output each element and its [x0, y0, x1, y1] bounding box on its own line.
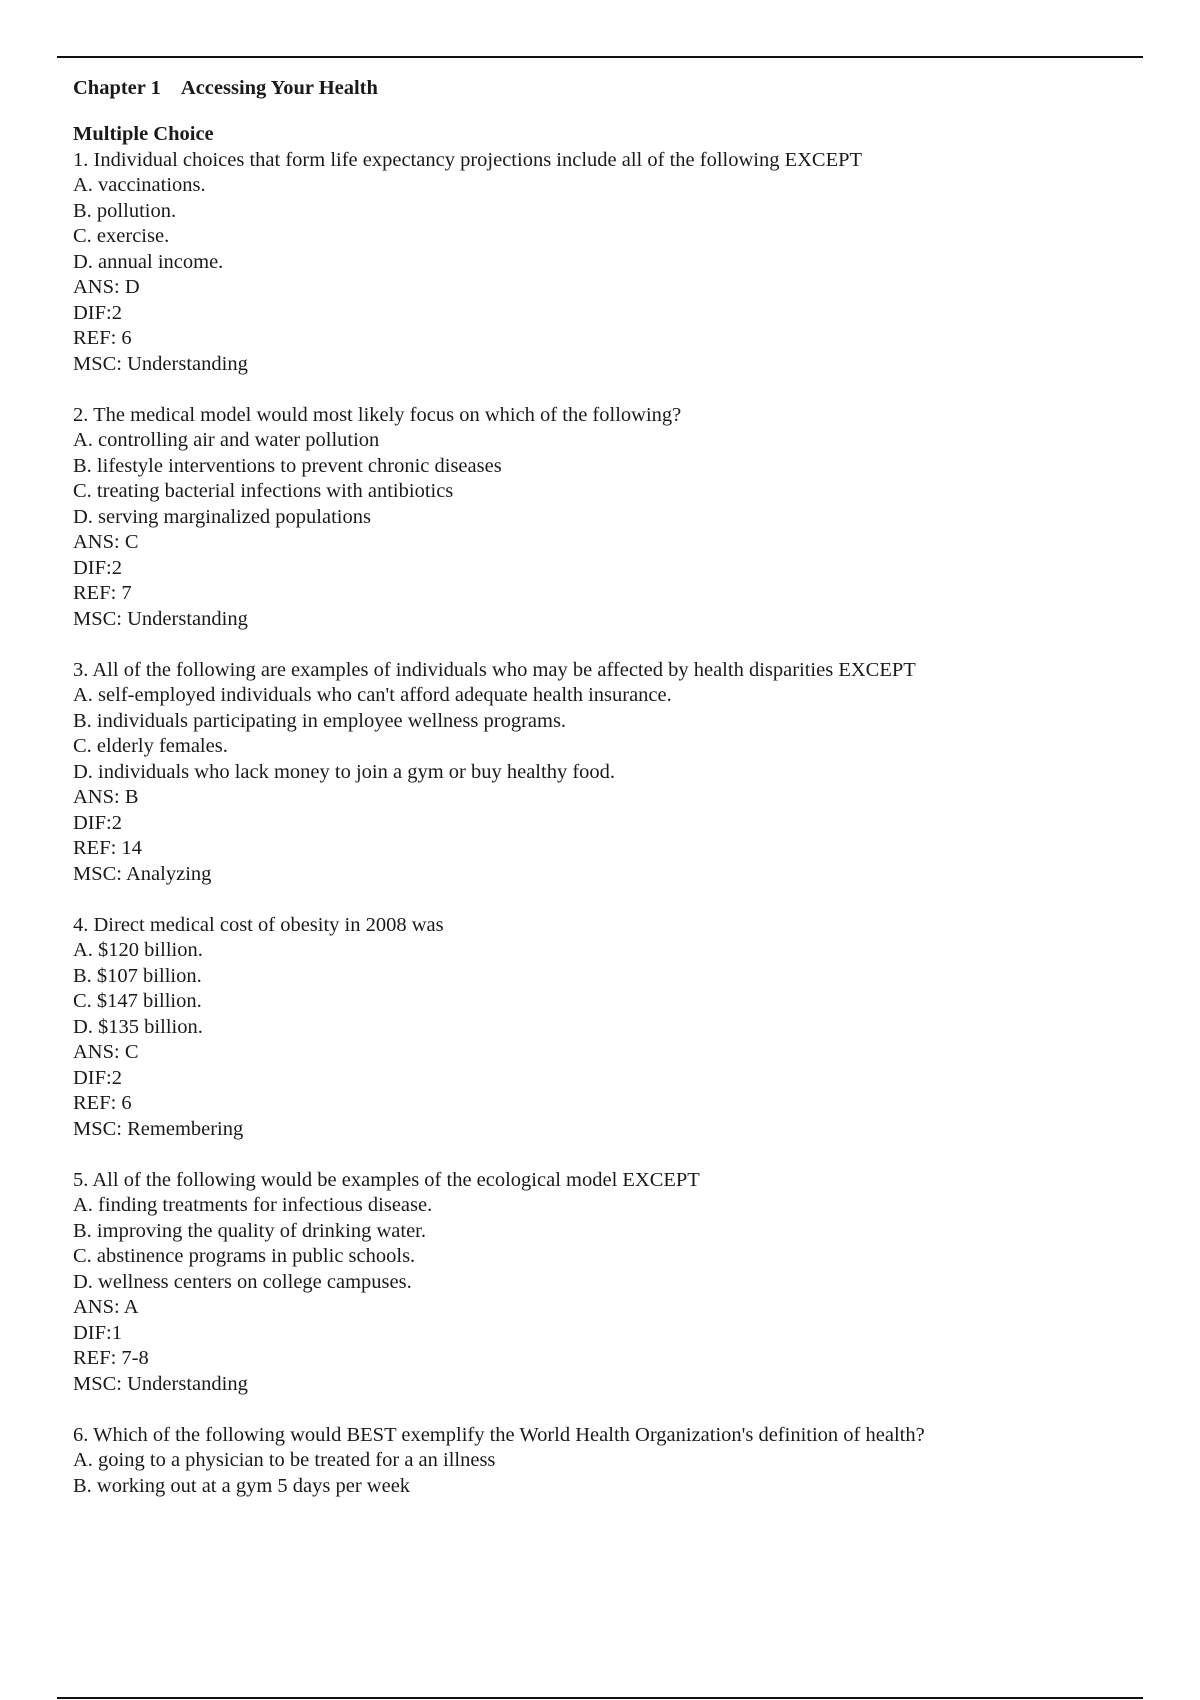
option-b: B. $107 billion.: [73, 964, 202, 987]
question-stem: 6. Which of the following would BEST exemplify the World Health Organization's definition of health?: [73, 1423, 925, 1446]
answer: ANS: C: [73, 531, 139, 553]
option-b: B. working out at a gym 5 days per week: [73, 1474, 411, 1497]
option-b: B. individuals participating in employee wellness programs.: [73, 709, 567, 732]
option-d: D. $135 billion.: [73, 1015, 203, 1038]
option-d: D. wellness centers on college campuses.: [73, 1270, 412, 1293]
question-1: [73, 148, 1133, 378]
difficulty: DIF:2: [73, 556, 122, 579]
option-a: A. going to a physician to be treated for a an illness: [73, 1449, 496, 1471]
chapter-label: Chapter 1: [73, 77, 161, 99]
chapter-title: Accessing Your Health: [180, 77, 378, 99]
bottom-rule: [57, 1697, 1143, 1699]
misc-category: MSC: Analyzing: [73, 862, 212, 885]
difficulty: DIF:2: [73, 1066, 122, 1089]
chapter-heading: [73, 74, 1133, 102]
question-5: [73, 1168, 1133, 1398]
question-stem: 5. All of the following would be examples of the ecological model EXCEPT: [73, 1168, 700, 1191]
question-6: [73, 1423, 1133, 1500]
option-c: C. treating bacterial infections with antibiotics: [73, 480, 454, 502]
reference: REF: 14: [73, 837, 142, 859]
answer: ANS: A: [73, 1296, 139, 1318]
option-a: A. self-employed individuals who can't afford adequate health insurance.: [73, 684, 672, 706]
option-a: A. controlling air and water pollution: [73, 429, 380, 451]
misc-category: MSC: Understanding: [73, 1372, 248, 1395]
option-b: B. pollution.: [73, 199, 177, 222]
misc-category: MSC: Understanding: [73, 352, 248, 375]
reference: REF: 6: [73, 327, 132, 349]
option-d: D. annual income.: [73, 250, 224, 273]
question-2: [73, 403, 1133, 633]
top-rule: [57, 56, 1143, 58]
question-stem: 1. Individual choices that form life expectancy projections include all of the following EXCEPT: [73, 148, 863, 171]
option-d: D. serving marginalized populations: [73, 505, 371, 528]
reference: REF: 7: [73, 582, 132, 604]
difficulty: DIF:2: [73, 301, 122, 324]
document-page: [73, 70, 1133, 1525]
question-stem: 4. Direct medical cost of obesity in 2008 was: [73, 913, 444, 936]
option-b: B. lifestyle interventions to prevent chronic diseases: [73, 454, 502, 477]
misc-category: MSC: Remembering: [73, 1117, 244, 1140]
difficulty: DIF:1: [73, 1321, 122, 1344]
difficulty: DIF:2: [73, 811, 122, 834]
option-c: C. abstinence programs in public schools.: [73, 1245, 416, 1267]
answer: ANS: C: [73, 1041, 139, 1063]
reference: REF: 6: [73, 1092, 132, 1114]
option-c: C. $147 billion.: [73, 990, 202, 1012]
option-a: A. vaccinations.: [73, 174, 206, 196]
option-b: B. improving the quality of drinking water.: [73, 1219, 427, 1242]
misc-category: MSC: Understanding: [73, 607, 248, 630]
option-d: D. individuals who lack money to join a gym or buy healthy food.: [73, 760, 616, 783]
question-stem: 2. The medical model would most likely focus on which of the following?: [73, 403, 682, 426]
section-title: Multiple Choice: [73, 123, 214, 145]
answer: ANS: B: [73, 786, 139, 808]
option-a: A. $120 billion.: [73, 939, 203, 961]
question-3: [73, 658, 1133, 888]
option-a: A. finding treatments for infectious disease.: [73, 1194, 433, 1216]
answer: ANS: D: [73, 276, 140, 298]
option-c: C. elderly females.: [73, 735, 228, 757]
reference: REF: 7-8: [73, 1347, 149, 1369]
option-c: C. exercise.: [73, 225, 170, 247]
question-stem: 3. All of the following are examples of individuals who may be affected by health disparities EXCEPT: [73, 658, 916, 681]
question-4: [73, 913, 1133, 1143]
